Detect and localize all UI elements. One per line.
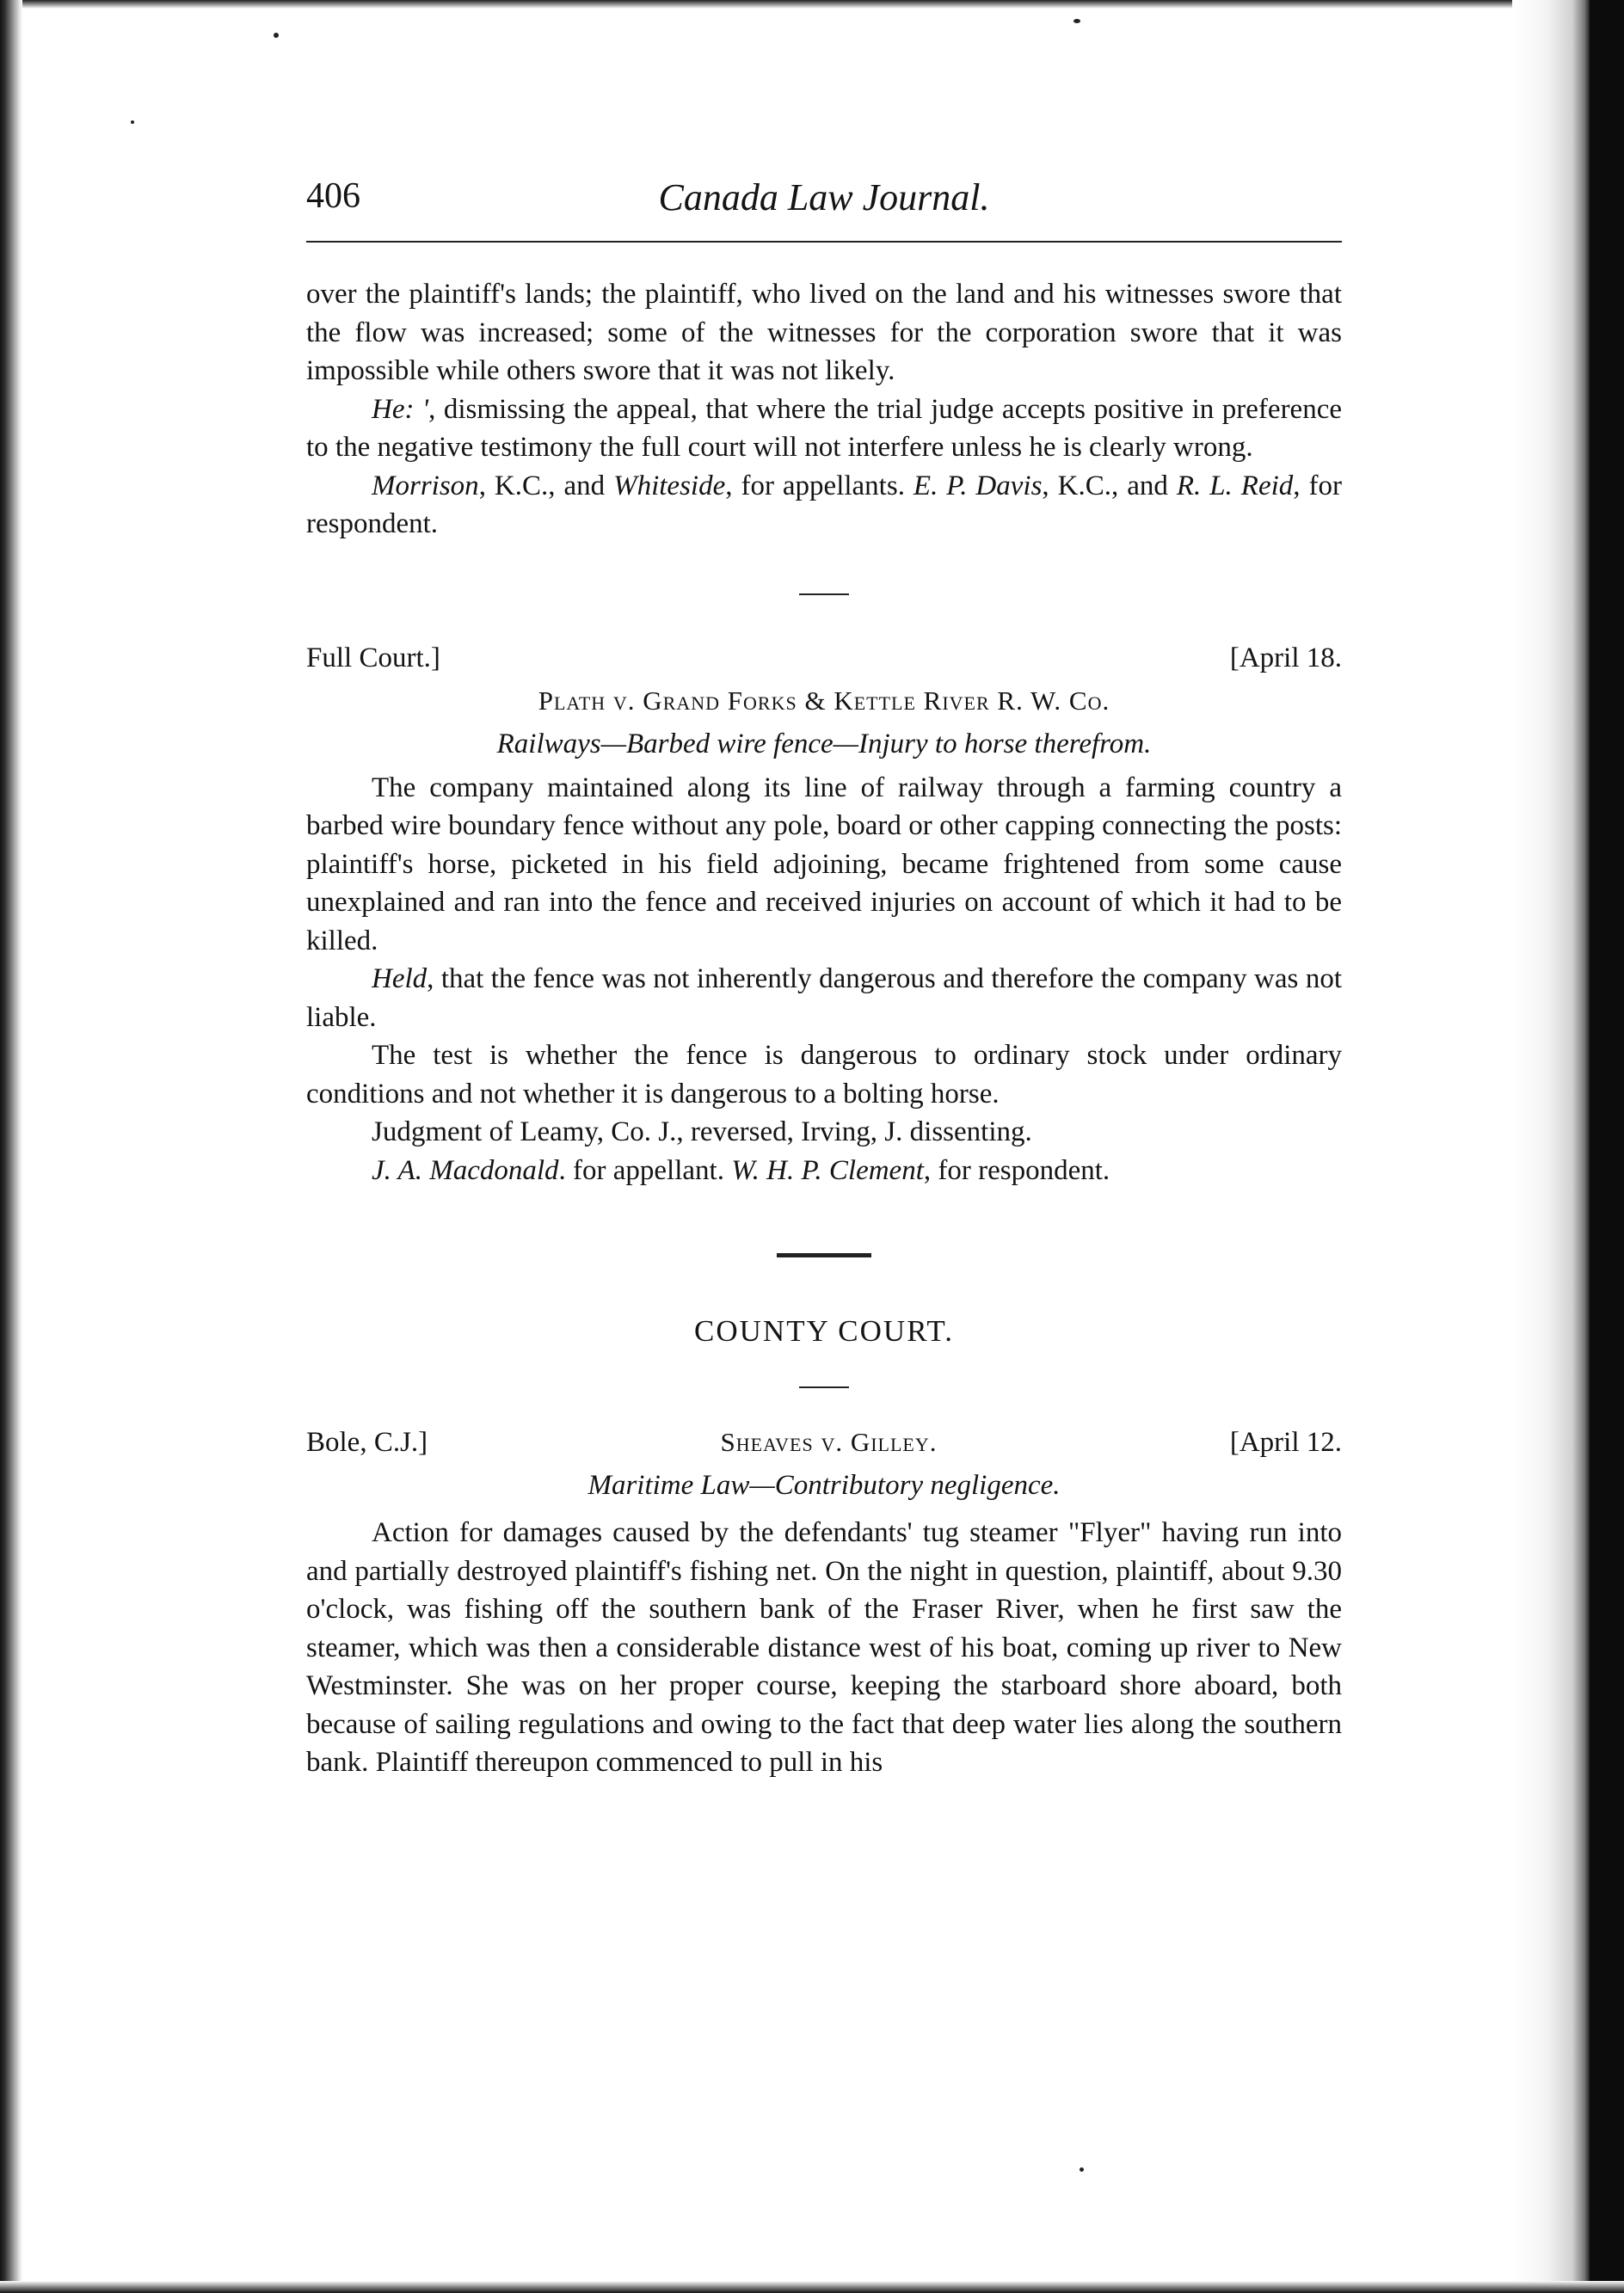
counsel-text: , K.C., and [478,470,614,501]
scan-edge-left [0,0,22,2293]
counsel-text: . for appellant. [558,1154,732,1186]
case2-header [306,638,1342,678]
case2-counsel [306,1152,1342,1190]
counsel-text: , for appellants. [725,470,914,501]
section-heading: COUNTY COURT. [694,1314,954,1348]
scan-edge-top [0,0,1624,9]
case3-header [306,1423,1342,1462]
counsel-name: R. L. Reid [1176,470,1294,501]
case2-judgment: Judgment of Leamy, Co. J., reversed, Irving, J. dissenting. [372,1116,1032,1147]
counsel-name: W. H. P. Clement [731,1154,924,1186]
case3-title: Sheaves v. Gilley. [720,1427,938,1457]
counsel-name: Whiteside [613,470,726,501]
case2-title: Plath v. Grand Forks & Kettle River R. W. Co. [538,685,1110,716]
case2-court: Full Court.] [306,642,440,673]
held-text: , dismissing the appeal, that where the trial judge accepts positive in preference to the negative testimony the full court will not interfere unless he is clearly wrong. [306,393,1343,463]
case2-facts: The company maintained along its line of railway through a farming country a barbed wire boundary fence without any pole, board or other capping connecting the posts: plaintiff's horse, picketed in his field adjoining, became frightened from some cause unexplained and ran into the fence and received injuries on account of which it had to be killed. [306,772,1342,956]
case3-topic: Maritime Law—Contributory negligence. [587,1470,1061,1501]
scan-edge-bottom [0,2281,1624,2293]
case3-date: [April 12. [1229,1427,1342,1458]
page-number: 406 [306,176,360,216]
case2-date: [April 18. [1229,642,1342,673]
section-divider [777,1253,871,1257]
counsel-name: Morrison [372,470,479,501]
counsel-text: , K.C., and [1042,470,1177,501]
scan-speck [1080,2167,1084,2172]
case3-judge: Bole, C.J.] [306,1427,428,1458]
counsel-name: E. P. Davis [913,470,1043,501]
held-text: , that the fence was not inherently dangerous and therefore the company was not liable. [306,963,1342,1033]
counsel-name: J. A. Macdonald [372,1154,559,1186]
case2-held [306,960,1342,1036]
scan-edge-right-shadow [1512,0,1590,2293]
section-divider [799,1386,849,1388]
section-divider [799,593,849,595]
scan-speck [1073,19,1080,23]
case1-counsel [306,467,1342,544]
scan-speck [274,33,279,38]
scan-edge-right [1590,0,1624,2293]
counsel-text: , for respondent. [306,470,1342,539]
case2-test: The test is whether the fence is dangerous to ordinary stock under ordinary conditions and not whether it is dangerous to a bolting horse. [306,1040,1342,1110]
case3-facts: Action for damages caused by the defendants' tug steamer "Flyer" having run into and partially destroyed plaintiff's fishing net. On the night in question, plaintiff, about 9.30 o'clock, was fishing off the southern bank of the Fraser River, when he first saw the steamer, which was then a considerable distance west of his boat, coming up river to New Westminster. She was on her proper course, keeping the starboard shore aboard, both because of sailing regulations and owing to the fact that deep water lies along the southern bank. Plaintiff thereupon commenced to pull in his [306,1517,1342,1778]
case1-held [306,390,1342,467]
held-label: Held [372,963,428,994]
counsel-text: , for respondent. [923,1154,1110,1186]
journal-page [306,163,1342,1782]
held-label: He: ' [372,393,429,425]
case1-paragraph: over the plaintiff's lands; the plaintiff, who lived on the land and his witnesses swore that the flow was increased; some of the witnesses for the corporation swore that it was impossible while others swore that it was not likely. [306,279,1342,386]
journal-title: Canada Law Journal. [658,176,990,218]
header-rule [306,241,1342,243]
running-head [306,163,1342,241]
scan-speck [131,120,134,124]
case2-topic: Railways—Barbed wire fence—Injury to horse therefrom. [496,728,1152,759]
